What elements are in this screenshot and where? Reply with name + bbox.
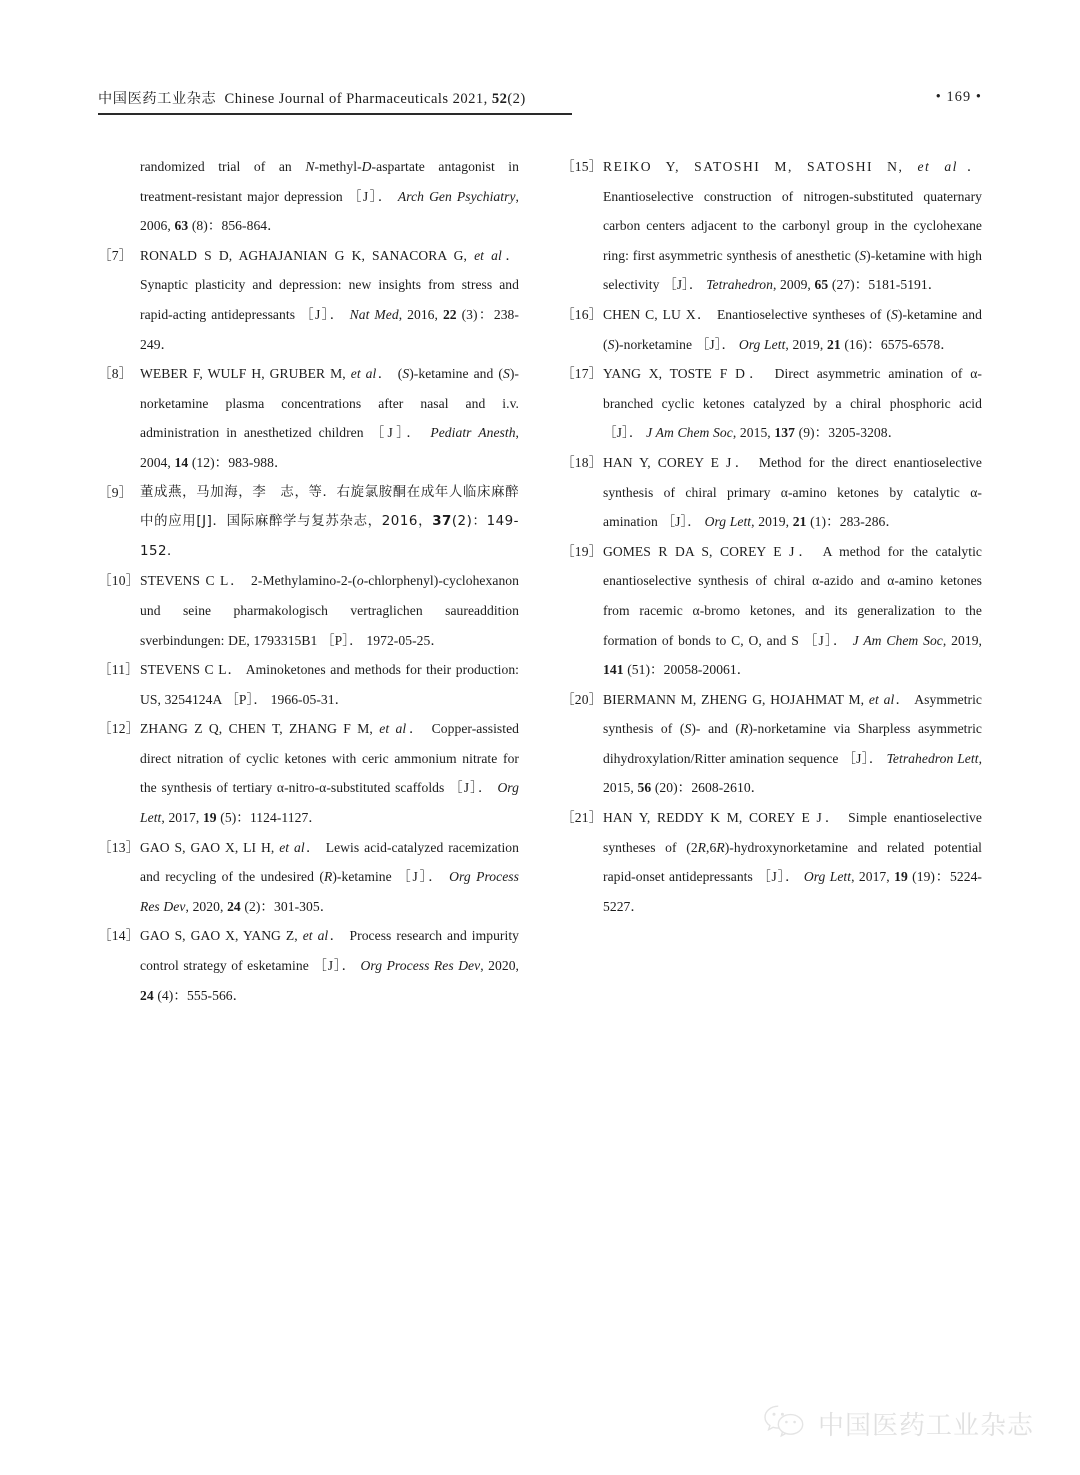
reference-text: STEVENS C L． Aminoketones and methods for their production: US, 3254124A ［P］． 1966-05-31．	[140, 662, 519, 707]
reference-text: randomized trial of an N-methyl-D-aspartate antagonist in treatment-resistant major depression ［J］． Arch Gen Psychiatry, 2006, 63 (8)：856-864．	[140, 159, 519, 234]
reference-marker: ［10］	[98, 573, 140, 589]
reference-entry	[561, 300, 982, 359]
reference-marker: ［12］	[98, 721, 140, 737]
reference-entry	[98, 921, 519, 1010]
issue-number: (2)	[507, 91, 526, 107]
reference-text: ZHANG Z Q, CHEN T, ZHANG F M, et al． Copper-assisted direct nitration of cyclic ketones with ceric ammonium nitrate for the synthesis of tertiary α-nitro-α-substituted scaffolds ［J］． Org Lett, 2017, 19 (5)：1124-1127．	[140, 721, 519, 826]
reference-text: BIERMANN M, ZHENG G, HOJAHMAT M, et al． Asymmetric synthesis of (S)- and (R)-norketamine via Sharpless asymmetric dihydroxylation/Ritter amination sequence ［J］． Tetrahedron Lett, 2015, 56 (20)：2608-2610．	[603, 691, 983, 796]
publication-year: 2021,	[452, 91, 488, 107]
reference-marker: ［19］	[561, 543, 603, 559]
reference-text: RONALD S D, AGHAJANIAN G K, SANACORA G, et al． Synaptic plasticity and depression: new insights from stress and rapid-acting antidepressants ［J］． Nat Med, 2016, 22 (3)：238-249．	[140, 247, 519, 352]
reference-marker: ［17］	[561, 366, 603, 382]
reference-marker: ［20］	[561, 691, 603, 707]
journal-name-cn: 中国医药工业杂志	[98, 91, 217, 107]
reference-columns	[98, 152, 982, 1010]
reference-text: STEVENS C L． 2-Methylamino-2-(o-chlorphenyl)-cyclohexanon und seine pharmakologisch vertraglichen saureaddition sverbindungen: DE, 1793315B1 ［P］． 1972-05-25．	[140, 573, 519, 648]
reference-marker: ［18］	[561, 454, 603, 470]
reference-entry	[561, 537, 982, 685]
reference-entry	[98, 655, 519, 714]
reference-text: HAN Y, COREY E J． Method for the direct enantioselective synthesis of chiral primary α-amino ketones by catalytic α-amination ［J］． Org Lett, 2019, 21 (1)：283-286．	[603, 454, 982, 530]
reference-column-right	[561, 152, 982, 1010]
reference-text: WEBER F, WULF H, GRUBER M, et al． (S)-ketamine and (S)-norketamine plasma concentrations after nasal and i.v. administration in anesthetized children ［J］． Pediatr Anesth, 2004, 14 (12)：983-988．	[140, 366, 519, 470]
reference-entry	[561, 803, 982, 921]
reference-entry	[561, 448, 982, 537]
reference-text: YANG X, TOSTE F D． Direct asymmetric amination of α-branched cyclic ketones catalyzed by a chiral phosphoric acid ［J］． J Am Chem Soc, 2015, 137 (9)：3205-3208．	[603, 366, 982, 441]
journal-name-en: Chinese Journal of Pharmaceuticals	[224, 91, 449, 107]
reference-text: GOMES R DA S, COREY E J． A method for the catalytic enantioselective synthesis of chiral α-azido and α-amino ketones from racemic α-bromo ketones, and its generalization to the formation of bonds to C, O, and S ［J］． J Am Chem Soc, 2019, 141 (51)：20058-20061．	[603, 543, 982, 678]
reference-text: 董成燕，马加海，李 志，等．右旋氯胺酮在成年人临床麻醉中的应用[J]．国际麻醉学与复苏杂志，2016，37(2)：149-152．	[140, 484, 520, 559]
reference-marker: ［7］	[98, 247, 133, 263]
footer-watermark	[762, 1398, 1035, 1448]
reference-entry	[561, 152, 982, 300]
reference-entry	[561, 359, 982, 448]
reference-marker: ［11］	[98, 662, 140, 678]
reference-text: HAN Y, REDDY K M, COREY E J． Simple enantioselective syntheses of (2R,6R)-hydroxynorketamine and related potential rapid-onset antidepressants ［J］． Org Lett, 2017, 19 (19)：5224-5227．	[603, 810, 983, 914]
reference-entry	[98, 359, 519, 477]
reference-marker: ［13］	[98, 839, 140, 855]
reference-text: GAO S, GAO X, YANG Z, et al． Process research and impurity control strategy of esketamine ［J］． Org Process Res Dev, 2020, 24 (4)：555-566．	[140, 928, 519, 1003]
watermark-label: 中国医药工业杂志	[818, 1410, 1035, 1441]
wechat-icon	[762, 1403, 806, 1444]
reference-entry	[98, 566, 519, 655]
reference-entry	[98, 241, 519, 359]
reference-column-left	[98, 152, 519, 1010]
volume-number: 52	[491, 91, 508, 107]
reference-entry	[98, 714, 519, 832]
reference-marker: ［21］	[561, 810, 603, 826]
running-head-title	[98, 88, 526, 108]
reference-entry	[98, 152, 519, 241]
running-head	[98, 88, 982, 120]
reference-entry	[98, 478, 519, 567]
page-number: • 169 •	[935, 89, 982, 105]
reference-marker: ［15］	[561, 159, 603, 174]
reference-text: REIKO Y, SATOSHI M, SATOSHI N, et al． Enantioselective construction of nitrogen-substituted quaternary carbon centers adjacent to the carbonyl group in the cyclohexane ring: first asymmetric synthesis of anesthetic (S)-ketamine with high selectivity ［J］． Tetrahedron, 2009, 65 (27)：5181-5191．	[603, 159, 983, 293]
reference-marker: ［14］	[98, 928, 140, 944]
reference-marker: ［9］	[98, 484, 133, 500]
reference-text: GAO S, GAO X, LI H, et al． Lewis acid-catalyzed racemization and recycling of the undesired (R)-ketamine ［J］． Org Process Res Dev, 2020, 24 (2)：301-305．	[140, 839, 519, 914]
reference-entry	[98, 833, 519, 922]
reference-entry	[561, 685, 982, 803]
reference-marker: ［8］	[98, 366, 133, 382]
reference-marker: ［16］	[561, 306, 603, 322]
running-head-rule	[98, 113, 572, 115]
reference-text: CHEN C, LU X． Enantioselective syntheses of (S)-ketamine and (S)-norketamine ［J］． Org Lett, 2019, 21 (16)：6575-6578．	[603, 306, 982, 352]
